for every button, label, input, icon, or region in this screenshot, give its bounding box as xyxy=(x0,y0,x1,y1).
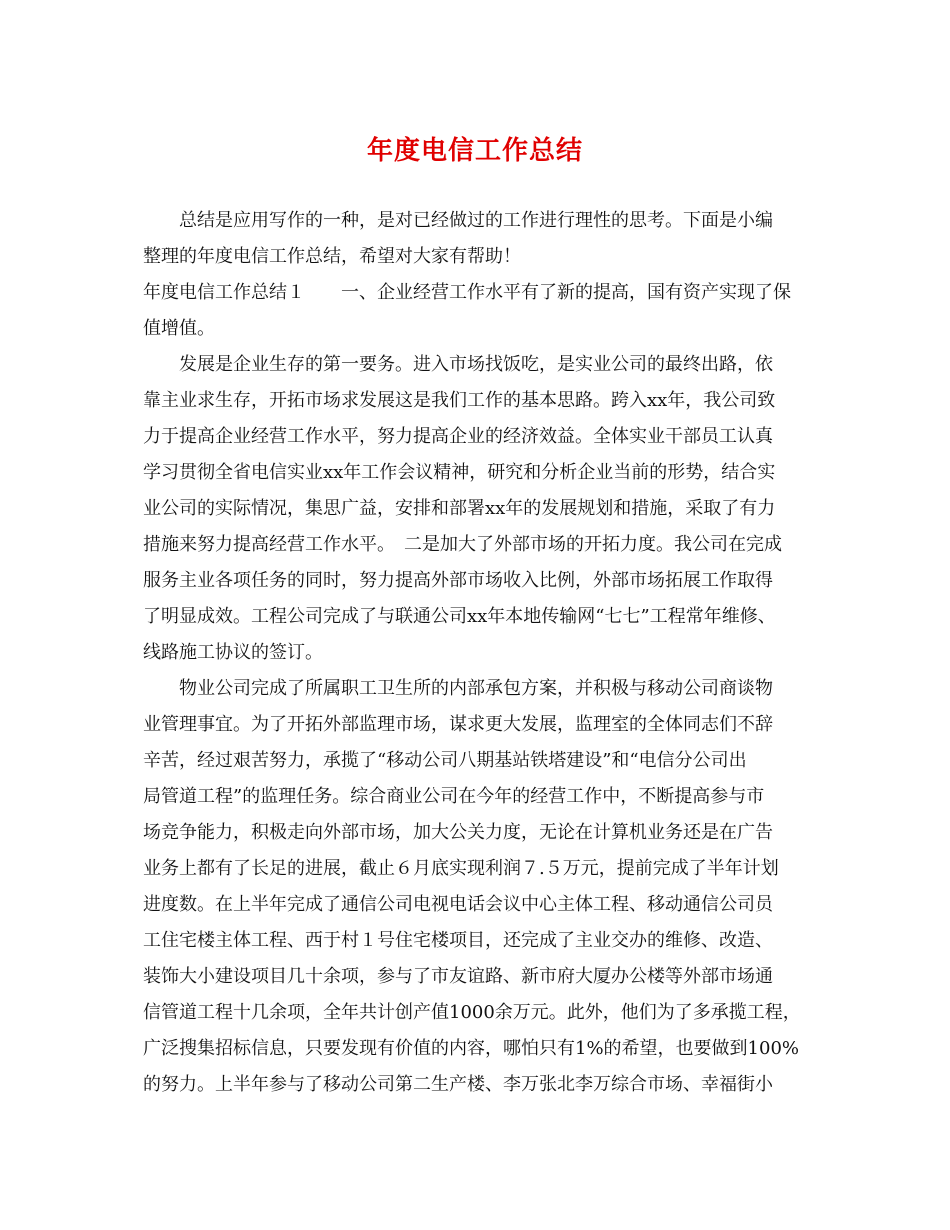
text-line: 学习贯彻全省电信实业xx年工作会议精神，研究和分析企业当前的形势，结合实 xyxy=(143,462,776,483)
text-line: 进度数。在上半年完成了通信公司电视电话会议中心主体工程、移动通信公司员 xyxy=(143,894,773,915)
text-line: 业务上都有了长足的进展，截止６月底实现利润７.５万元，提前完成了半年计划 xyxy=(143,858,779,879)
text-line: 措施来努力提高经营工作水平。 二是加大了外部市场的开拓力度。我公司在完成 xyxy=(143,534,782,555)
text-line: 业公司的实际情况，集思广益，安排和部署xx年的发展规划和措施，采取了有力 xyxy=(143,498,776,519)
text-line: 辛苦，经过艰苦努力，承揽了“移动公司八期基站铁塔建设”和“电信分公司出 xyxy=(143,750,747,771)
text-line: 了明显成效。工程公司完成了与联通公司xx年本地传输网“七七”工程常年维修、 xyxy=(143,606,776,627)
text-line: 工住宅楼主体工程、西于村１号住宅楼项目，还完成了主业交办的维修、改造、 xyxy=(143,930,773,951)
text-line: 的努力。上半年参与了移动公司第二生产楼、李万张北李万综合市场、幸福街小 xyxy=(143,1074,773,1095)
text-line: 局管道工程”的监理任务。综合商业公司在今年的经营工作中，不断提高参与市 xyxy=(143,786,765,807)
text-line: 服务主业各项任务的同时，努力提高外部市场收入比例，外部市场拓展工作取得 xyxy=(143,570,773,591)
text-line: 年度电信工作总结１ 一、企业经营工作水平有了新的提高，国有资产实现了保 xyxy=(143,282,791,303)
text-line: 整理的年度电信工作总结，希望对大家有帮助！ xyxy=(143,246,521,267)
text-line: 力于提高企业经营工作水平，努力提高企业的经济效益。全体实业干部员工认真 xyxy=(143,426,773,447)
document-title: 年度电信工作总结 xyxy=(366,136,583,166)
text-line: 业管理事宜。为了开拓外部监理市场，谋求更大发展，监理室的全体同志们不辞 xyxy=(143,714,773,735)
text-line: 装饰大小建设项目几十余项，参与了市友谊路、新市府大厦办公楼等外部市场通 xyxy=(143,966,773,987)
text-line: 信管道工程十几余项，全年共计创产值1000余万元。此外，他们为了多承揽工程， xyxy=(143,1002,801,1023)
text-line: 广泛搜集招标信息，只要发现有价值的内容，哪怕只有1%的希望，也要做到100% xyxy=(143,1038,800,1059)
text-line: 发展是企业生存的第一要务。进入市场找饭吃，是实业公司的最终出路，依 xyxy=(179,354,773,375)
text-line: 线路施工协议的签订。 xyxy=(143,642,323,663)
text-line: 总结是应用写作的一种，是对已经做过的工作进行理性的思考。下面是小编 xyxy=(179,210,773,231)
text-line: 值增值。 xyxy=(143,318,215,339)
text-line: 物业公司完成了所属职工卫生所的内部承包方案，并积极与移动公司商谈物 xyxy=(179,678,773,699)
text-line: 靠主业求生存，开拓市场求发展这是我们工作的基本思路。跨入xx年，我公司致 xyxy=(143,390,776,411)
text-line: 场竞争能力，积极走向外部市场，加大公关力度，无论在计算机业务还是在广告 xyxy=(143,822,773,843)
